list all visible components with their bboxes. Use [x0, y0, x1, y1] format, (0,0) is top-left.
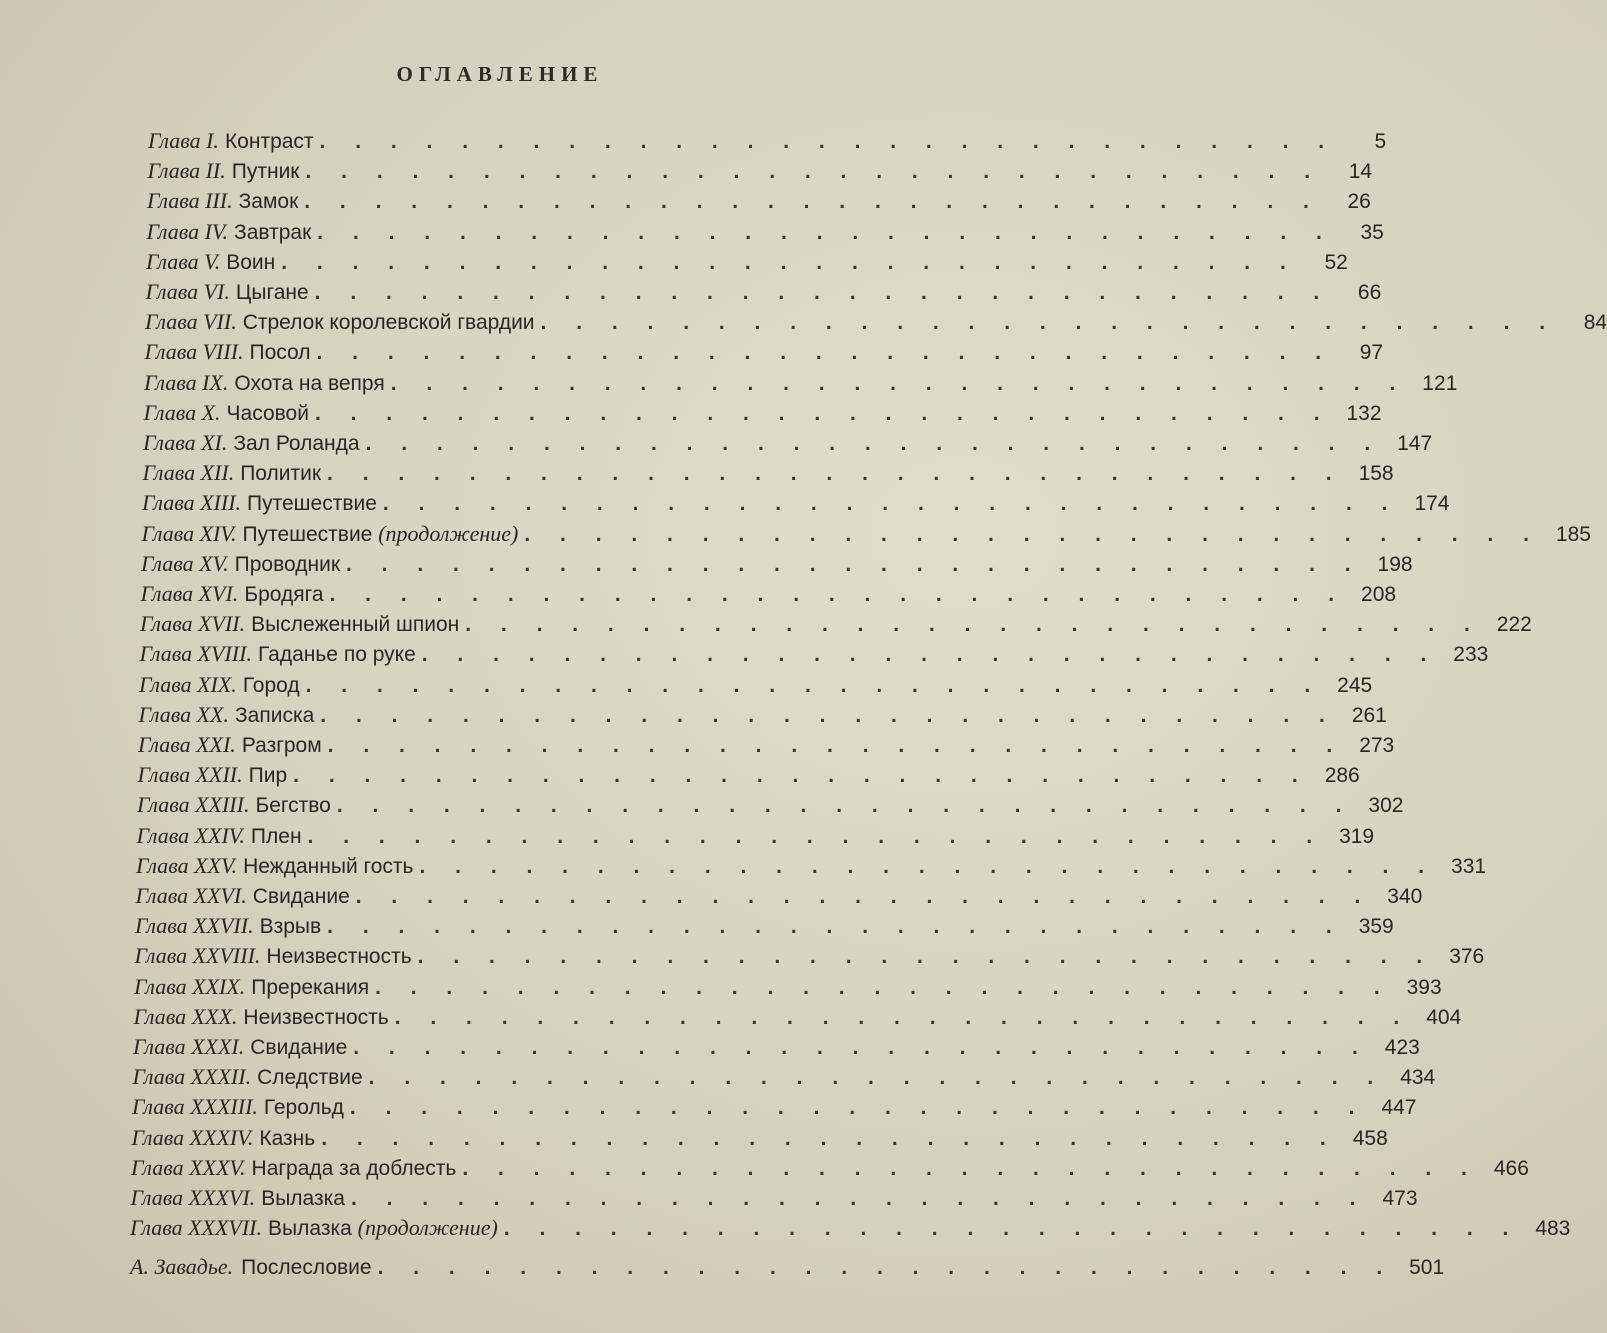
toc-row [144, 369, 1458, 398]
chapter-label: Глава IX. [144, 369, 229, 395]
chapter-page: 359 [1358, 915, 1394, 939]
chapter-label: Глава II. [147, 158, 226, 184]
toc-row [148, 128, 1387, 156]
toc-row [146, 248, 1348, 277]
chapter-label: Глава X. [143, 399, 221, 425]
dot-leader: . . . . . . . . . . . . . . . . . . . . . . . . . . . . . [540, 311, 1558, 335]
chapter-page: 434 [1400, 1066, 1436, 1090]
toc-row [138, 701, 1387, 730]
chapter-title: Награда за доблесть [251, 1156, 457, 1180]
chapter-page: 286 [1324, 764, 1360, 788]
chapter-label: Глава XVIII. [139, 641, 252, 667]
dot-leader: . . . . . . . . . . . . . . . . . . . . . . . . . . . . . [382, 492, 1400, 516]
chapter-title: Нежданный гость [243, 854, 414, 878]
afterword-page: 501 [1409, 1256, 1445, 1279]
chapter-label: Глава IV. [146, 218, 229, 244]
dot-leader: . . . . . . . . . . . . . . . . . . . . . . . . . . . . . [321, 1126, 1338, 1150]
chapter-label: Глава XXVI. [135, 883, 247, 908]
chapter-page: 331 [1451, 854, 1487, 878]
chapter-label: Глава XV. [141, 550, 229, 576]
toc-row [143, 399, 1382, 428]
chapter-title: Стрелок королевской гвардии [242, 311, 535, 335]
dot-leader: . . . . . . . . . . . . . . . . . . . . . . . . . . . . . [304, 190, 1321, 214]
chapter-title: Вылазка [261, 1187, 345, 1210]
chapter-page: 132 [1346, 401, 1382, 425]
chapter-label: Глава XVI. [140, 581, 239, 606]
chapter-page: 466 [1493, 1156, 1529, 1180]
dot-leader: . . . . . . . . . . . . . . . . . . . . . . . . . . . . . [353, 1036, 1370, 1059]
chapter-label: Глава VI. [145, 279, 230, 304]
chapter-label: Глава XVII. [140, 611, 246, 637]
toc-row [141, 550, 1413, 579]
chapter-title: Разгром [241, 734, 322, 757]
chapter-label: Глава I. [148, 128, 219, 153]
chapter-title: Контраст [224, 130, 314, 153]
chapter-label: Глава XXXVII. [130, 1215, 263, 1241]
dot-leader: . . . . . . . . . . . . . . . . . . . . . . . . . . . . . [417, 945, 1435, 969]
toc-row [130, 1185, 1418, 1213]
toc-row [142, 490, 1450, 518]
dot-leader: . . . . . . . . . . . . . . . . . . . . . . . . . . . . . [281, 250, 1298, 274]
chapter-page: 97 [1359, 341, 1384, 365]
toc-row [137, 792, 1404, 820]
chapter-title: Вылазка [268, 1217, 352, 1241]
dot-leader: . . . . . . . . . . . . . . . . . . . . . . . . . . . . . [524, 522, 1541, 546]
toc-row [134, 943, 1485, 971]
chapter-title: Плен [250, 824, 302, 848]
chapter-title: Путник [231, 160, 300, 184]
chapter-page: 208 [1361, 583, 1397, 606]
chapter-page: 261 [1351, 703, 1387, 727]
chapter-title: Свидание [252, 885, 350, 908]
chapter-label: Глава VIII. [144, 339, 244, 365]
dot-leader: . . . . . . . . . . . . . . . . . . . . . . . . . . . . . [421, 643, 1439, 667]
dot-leader: . . . . . . . . . . . . . . . . . . . . . . . . . . . . . [346, 552, 1363, 576]
page-title: ОГЛАВЛЕНИЕ [396, 62, 604, 86]
chapter-label: Глава XXIV. [136, 822, 245, 848]
chapter-page: 147 [1397, 432, 1433, 455]
chapter-label: Глава XXII. [137, 762, 243, 788]
chapter-page: 198 [1377, 552, 1413, 576]
chapter-label: Глава XXXVI. [130, 1185, 256, 1210]
chapter-title: Замок [238, 190, 299, 214]
dot-leader: . . . . . . . . . . . . . . . . . . . . . . . . . . . . . [317, 220, 1334, 244]
chapter-subtitle: (продолжение) [378, 520, 519, 546]
chapter-page: 26 [1347, 190, 1371, 214]
chapter-page: 273 [1359, 734, 1395, 757]
chapter-label: Глава XXI. [138, 732, 236, 757]
chapter-label: Глава XXIII. [137, 792, 250, 818]
chapter-label: Глава XX. [138, 701, 229, 727]
chapter-title: Следствие [257, 1066, 363, 1090]
chapter-label: Глава XXXII. [132, 1064, 252, 1090]
chapter-page: 473 [1382, 1187, 1418, 1210]
toc-row [139, 671, 1373, 700]
chapter-subtitle: (продолжение) [357, 1215, 498, 1241]
dot-leader: . . . . . . . . . . . . . . . . . . . . . . . . . . . . . [465, 613, 1482, 637]
dot-leader: . . . . . . . . . . . . . . . . . . . . . . . . . . . . . [327, 734, 1345, 757]
afterword-title: Послесловие [241, 1256, 372, 1279]
chapter-label: Глава XIV. [141, 520, 237, 546]
toc-row [137, 762, 1360, 790]
toc-row [133, 1034, 1420, 1062]
afterword-row [130, 1254, 1445, 1284]
chapter-title: Политик [240, 462, 322, 486]
dot-leader: . . . . . . . . . . . . . . . . . . . . . . . . . . . . . [316, 341, 1334, 365]
chapter-title: Свидание [250, 1036, 348, 1059]
chapter-title: Неизвестность [266, 945, 412, 969]
toc-row [140, 611, 1532, 639]
chapter-page: 158 [1358, 462, 1394, 486]
chapter-page: 52 [1324, 250, 1348, 274]
chapter-title: Герольд [263, 1096, 344, 1120]
toc-row [144, 339, 1384, 367]
chapter-title: Путешествие [247, 492, 377, 516]
chapter-page: 483 [1535, 1217, 1571, 1241]
toc-row [135, 883, 1423, 911]
chapter-title: Охота на вепря [234, 371, 385, 395]
dot-leader: . . . . . . . . . . . . . . . . . . . . . . . . . . . . . [327, 915, 1344, 939]
chapter-title: Воин [226, 250, 276, 274]
chapter-title: Выслеженный шпион [251, 613, 460, 637]
dot-leader: . . . . . . . . . . . . . . . . . . . . . . . . . . . . . [355, 885, 1373, 908]
chapter-page: 66 [1357, 281, 1382, 304]
chapter-title: Казнь [259, 1126, 316, 1150]
chapter-title: Пир [248, 764, 288, 788]
dot-leader: . . . . . . . . . . . . . . . . . . . . . . . . . . . . . [336, 794, 1354, 818]
toc-row [131, 1124, 1388, 1153]
chapter-label: Глава XIX. [139, 671, 237, 697]
chapter-label: Глава XIII. [142, 490, 242, 516]
toc-row [146, 218, 1384, 247]
chapter-page: 404 [1426, 1005, 1462, 1029]
chapter-label: Глава XXVIII. [134, 943, 261, 969]
chapter-page: 423 [1384, 1036, 1420, 1059]
toc-row [140, 581, 1397, 609]
dot-leader: . . . . . . . . . . . . . . . . . . . . . . . . . . . . . [305, 673, 1323, 697]
dot-leader: . . . . . . . . . . . . . . . . . . . . . . . . . . . . . [377, 1256, 1395, 1279]
chapter-title: Взрыв [259, 915, 322, 939]
dot-leader: . . . . . . . . . . . . . . . . . . . . . . . . . . . . . [503, 1217, 1521, 1241]
toc-row [145, 279, 1382, 307]
dot-leader: . . . . . . . . . . . . . . . . . . . . . . . . . . . . . [320, 703, 1337, 727]
chapter-label: Глава XXXI. [133, 1034, 245, 1059]
dot-leader: . . . . . . . . . . . . . . . . . . . . . . . . . . . . . [314, 281, 1332, 304]
chapter-title: Посол [249, 341, 311, 365]
toc-row [142, 460, 1394, 488]
dot-leader: . . . . . . . . . . . . . . . . . . . . . . . . . . . . . [368, 1066, 1386, 1090]
chapter-page: 14 [1348, 160, 1373, 184]
chapter-page: 319 [1339, 824, 1375, 848]
toc-row [145, 309, 1607, 337]
chapter-title: Бегство [255, 794, 331, 818]
chapter-page: 302 [1368, 794, 1404, 818]
dot-leader: . . . . . . . . . . . . . . . . . . . . . . . . . . . . . [307, 824, 1325, 848]
chapter-label: Глава XII. [142, 460, 235, 486]
dot-leader: . . . . . . . . . . . . . . . . . . . . . . . . . . . . . [419, 854, 1437, 878]
chapter-title: Город [242, 673, 300, 697]
toc-row [132, 1094, 1417, 1122]
dot-leader: . . . . . . . . . . . . . . . . . . . . . . . . . . . . . [319, 130, 1337, 153]
chapter-page: 376 [1449, 945, 1485, 969]
dot-leader: . . . . . . . . . . . . . . . . . . . . . . . . . . . . . [329, 583, 1347, 606]
afterword-author: А. Завадье. [130, 1254, 234, 1279]
chapter-page: 174 [1414, 492, 1450, 516]
toc-row [139, 641, 1489, 669]
chapter-label: Глава XXXIII. [132, 1094, 258, 1120]
toc-row [135, 913, 1394, 941]
toc-row [147, 188, 1371, 216]
chapter-page: 5 [1374, 130, 1387, 153]
chapter-label: Глава III. [147, 188, 233, 214]
chapter-page: 121 [1422, 371, 1458, 395]
dot-leader: . . . . . . . . . . . . . . . . . . . . . . . . . . . . . [390, 371, 1408, 395]
chapter-label: Глава XXV. [136, 852, 238, 878]
dot-leader: . . . . . . . . . . . . . . . . . . . . . . . . . . . . . [305, 160, 1323, 184]
toc-row [133, 1003, 1462, 1032]
chapter-label: Глава XXIX. [134, 973, 246, 999]
chapter-page: 84 [1583, 311, 1607, 335]
chapter-title: Пререкания [251, 975, 370, 999]
chapter-title: Завтрак [234, 220, 312, 244]
dot-leader: . . . . . . . . . . . . . . . . . . . . . . . . . . . . . [349, 1096, 1367, 1120]
chapter-page: 185 [1555, 522, 1591, 546]
dot-leader: . . . . . . . . . . . . . . . . . . . . . . . . . . . . . [314, 401, 1332, 425]
toc-row [132, 1064, 1436, 1092]
chapter-page: 222 [1496, 613, 1532, 637]
chapter-title: Гаданье по руке [257, 643, 416, 667]
chapter-title: Часовой [226, 401, 309, 425]
chapter-label: Глава VII. [145, 309, 237, 335]
toc-row [134, 973, 1442, 1002]
chapter-title: Зал Роланда [233, 432, 360, 455]
chapter-label: Глава XXX. [133, 1003, 238, 1029]
chapter-page: 393 [1406, 975, 1442, 999]
dot-leader: . . . . . . . . . . . . . . . . . . . . . . . . . . . . . [375, 975, 1392, 999]
toc-row [143, 430, 1433, 458]
dot-leader: . . . . . . . . . . . . . . . . . . . . . . . . . . . . . [327, 462, 1344, 486]
chapter-label: Глава XXVII. [135, 913, 254, 939]
chapter-title: Бродяга [244, 583, 324, 606]
chapter-title: Записка [234, 703, 315, 727]
chapter-page: 447 [1381, 1096, 1417, 1120]
chapter-page: 458 [1352, 1126, 1388, 1150]
toc-row [136, 822, 1375, 851]
chapter-title: Неизвестность [243, 1005, 389, 1029]
chapter-title: Проводник [234, 552, 341, 576]
dot-leader: . . . . . . . . . . . . . . . . . . . . . . . . . . . . . [394, 1005, 1412, 1029]
chapter-page: 233 [1453, 643, 1489, 667]
dot-leader: . . . . . . . . . . . . . . . . . . . . . . . . . . . . . [365, 432, 1383, 455]
chapter-title: Цыгане [235, 281, 309, 304]
chapter-page: 245 [1337, 673, 1373, 697]
toc-row [141, 520, 1591, 549]
chapter-label: Глава XXXV. [131, 1154, 246, 1180]
dot-leader: . . . . . . . . . . . . . . . . . . . . . . . . . . . . . [293, 764, 1310, 788]
toc-row [131, 1154, 1529, 1183]
dot-leader: . . . . . . . . . . . . . . . . . . . . . . . . . . . . . [462, 1156, 1479, 1180]
chapter-label: Глава V. [146, 248, 221, 274]
dot-leader: . . . . . . . . . . . . . . . . . . . . . . . . . . . . . [350, 1187, 1368, 1210]
toc-row [147, 158, 1373, 186]
toc-row [130, 1215, 1571, 1243]
toc-row [138, 732, 1395, 760]
chapter-label: Глава XI. [143, 430, 228, 455]
toc-row [136, 852, 1487, 881]
chapter-page: 340 [1387, 885, 1423, 908]
chapter-title: Путешествие [242, 522, 373, 546]
chapter-label: Глава XXXIV. [131, 1124, 254, 1150]
chapter-page: 35 [1360, 220, 1384, 244]
